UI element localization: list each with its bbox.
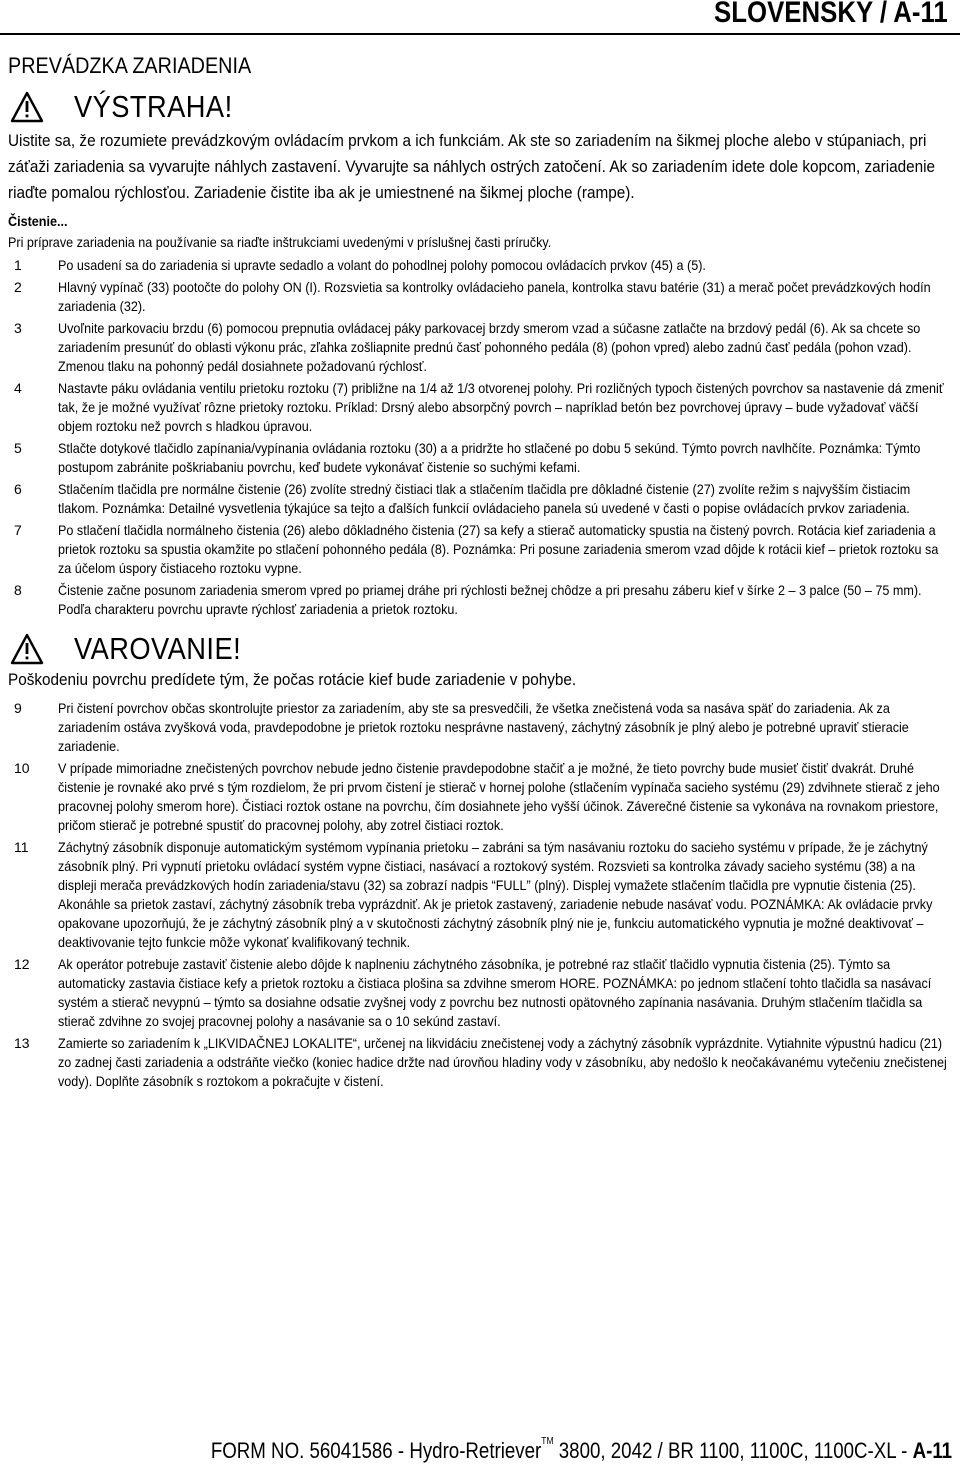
step-number: 12 xyxy=(14,956,30,972)
step-text: Ak operátor potrebuje zastaviť čistenie alebo dôjde k naplneniu záchytného zásobníka, je potrebné raz stlačiť tlačidlo vypnutia čistenia (25). Týmto sa automaticky zastavia čistiace kefy a prietok roztoku a čistiaca plošina sa zdvihne smerom HORE. POZNÁMKA: po jednom stlačení tohto tlačidla sa nasávací systém a stierač nevypnú – týmto sa dosiahne odsatie zvyšnej vody z povrchu bez nutnosti opätovného zapínania nasávania. Druhým stlačením tlačidla sa stierač zdvihne zo svojej pracovnej polohy a nasávanie sa o 10 sekúnd zastaví. xyxy=(58,956,932,1029)
warning-heading xyxy=(8,86,952,128)
caution-heading-text: VAROVANIE! xyxy=(74,631,242,666)
step-number: 11 xyxy=(14,839,29,855)
caution-body: Poškodeniu povrchu predídete tým, že počas rotácie kief bude zariadenie v pohybe. xyxy=(8,670,577,689)
step-item xyxy=(8,955,952,1031)
step-text: Pri čistení povrchov občas skontrolujte priestor za zariadením, aby ste sa presvedčili, že všetka znečistená voda sa nasáva späť do zariadenia. Ak za zariadením ostáva zvyšková voda, pravdepodobne je prietok roztoku nesprávne nastavený, záchytný zásobník je plný alebo je potrebné upraviť stieracie zariadenie. xyxy=(58,700,909,754)
step-item xyxy=(8,838,952,952)
step-number: 9 xyxy=(14,700,22,716)
step-number: 2 xyxy=(14,279,22,295)
steps-list-b xyxy=(8,699,952,1091)
cleaning-title-text: Čistenie... xyxy=(8,213,68,229)
step-item xyxy=(8,759,952,835)
step-item xyxy=(8,379,952,436)
page-header-title: SLOVENSKY / A-11 xyxy=(714,0,948,29)
caution-heading xyxy=(8,629,952,669)
steps-list-a xyxy=(8,256,952,619)
warning-heading-text: VÝSTRAHA! xyxy=(74,89,233,124)
footer-prefix: FORM NO. 56041586 - Hydro-Retriever xyxy=(210,1438,542,1463)
step-number: 13 xyxy=(14,1035,30,1051)
step-number: 6 xyxy=(14,481,22,497)
warning-body: Uistite sa, že rozumiete prevádzkovým ovládacím prvkom a ich funkciám. Ak ste so zariadením na šikmej ploche alebo v stúpaniach, pri záťaži zariadenia sa vyvarujte náhlych zastavení. Vyvarujte sa náhlych ostrých zatočení. Ak so zariadením idete dole kopcom, zariadenie riaďte pomalou rýchlosťou. Zariadenie čistite iba ak je umiestnené na šikmej ploche (rampe). xyxy=(8,131,936,202)
step-text: Stlačte dotykové tlačidlo zapínania/vypínania ovládania roztoku (30) a a pridržte ho stlačené po dobu 5 sekúnd. Týmto povrch navlhčíte. Poznámka: Týmto postupom zabránite poškriabaniu povrchu, keď budete vykonávať čistenie so suchými kefami. xyxy=(58,440,921,475)
step-item xyxy=(8,278,952,316)
step-item xyxy=(8,319,952,376)
step-item xyxy=(8,480,952,518)
trademark-mark: TM xyxy=(541,1436,554,1447)
page-content xyxy=(8,52,952,1094)
header-rule xyxy=(0,33,960,35)
step-text: Po stlačení tlačidla normálneho čistenia (26) alebo dôkladného čistenia (27) sa kefy a stierač automaticky spustia na čistený povrch. Rotácia kief zariadenia a prietok roztoku sa spustia okamžite po stlačení pohonného pedála (8). Poznámka: Pri posune zariadenia smerom vzad dôjde k rotácii kief – prietok roztoku sa za účelom úspory čistiaceho roztoku vypne. xyxy=(58,522,939,576)
step-number: 3 xyxy=(14,320,22,336)
cleaning-title xyxy=(8,212,951,231)
step-item xyxy=(8,256,952,275)
footer-suffix: 3800, 2042 / BR 1100, 1100C, 1100C-XL - xyxy=(553,1438,913,1463)
step-item xyxy=(8,521,952,578)
step-number: 8 xyxy=(14,582,22,598)
step-text: Hlavný vypínač (33) pootočte do polohy ON (I). Rozsvietia sa kontrolky ovládacieho panela, kontrolka stavu batérie (31) a merač počet prevádzkových hodín zariadenia (32). xyxy=(58,279,931,314)
step-number: 5 xyxy=(14,440,22,456)
section-title: PREVÁDZKA ZARIADENIA xyxy=(8,53,252,78)
warning-triangle-icon xyxy=(10,91,44,123)
step-text: Záchytný zásobník disponuje automatickým systémom vypínania prietoku – zabráni sa tým nasávaniu roztoku do sacieho systému v prípade, že je záchytný zásobník plný. Pri vypnutí prietoku ovládací systém vypne čistiaci, nasávací a roztokový systém. Rozsvieti sa kontrolka závady sacieho systému (38) a na displeji merača prevádzkových hodín zariadenia/stavu (32) sa zobrazí nadpis “FULL” (plný). Displej vymažete stlačením tlačidla pre vypnutie čistenia (25). Akonáhle sa prietok zastaví, záchytný zásobník treba vyprázdniť. Ak je prietok zastavený, zariadenie nebude nasávať vodu. POZNÁMKA: Ak ovládacie prvky opakovane upozorňujú, že je záchytný zásobník plný a v skutočnosti záchytný zásobník plný nie je, funkciu automatického vypnutia je možné deaktivovať – deaktivovanie tejto funkcie môže vykonať kvalifikovaný technik. xyxy=(58,839,933,950)
step-number: 4 xyxy=(14,380,22,396)
step-number: 7 xyxy=(14,522,22,538)
step-item xyxy=(8,581,952,619)
page-footer xyxy=(211,1438,952,1464)
step-item xyxy=(8,1034,952,1091)
step-text: Uvoľnite parkovaciu brzdu (6) pomocou prepnutia ovládacej páky parkovacej brzdy smerom vzad a súčasne zatlačte na brzdový pedál (6). Ak sa chcete so zariadením presunúť do oblasti výkonu prác, zľahka zošliapnite prednú časť pohonného pedála (8) (pohon vpred) alebo zadnú časť pedála (pohon vzad). Zmenou tlaku na pohonný pedál dosiahnete požadovanú rýchlosť. xyxy=(58,320,921,374)
step-text: Čistenie začne posunom zariadenia smerom vpred po priamej dráhe pri rýchlosti bežnej chôdze a pri presahu záberu kief v šírke 2 – 3 palce (50 – 75 mm). Podľa charakteru povrchu upravte rýchlosť zariadenia a prietok roztoku. xyxy=(58,582,922,617)
caution-triangle-icon xyxy=(10,633,44,665)
step-text: Nastavte páku ovládania ventilu prietoku roztoku (7) približne na 1/4 až 1/3 otvorenej polohy. Pri rozličných typoch čistených povrchov sa nastavenie dá zmeniť tak, že je možné využívať rôzne prietoky roztoku. Príklad: Drsný alebo absorpčný povrch – napríklad betón bez povrchovej úpravy – bude vyžadovať väčší objem roztoku než povrch s hladkou úpravou. xyxy=(58,380,944,434)
step-item xyxy=(8,699,952,756)
step-item xyxy=(8,439,952,477)
step-text: Po usadení sa do zariadenia si upravte sedadlo a volant do pohodlnej polohy pomocou ovládacích prvkov (45) a (5). xyxy=(58,257,706,273)
step-text: V prípade mimoriadne znečistených povrchov nebude jedno čistenie pravdepodobne stačiť a je možné, že tieto povrchy bude musieť čistiť dvakrát. Druhé čistenie je rovnaké ako prvé s tým rozdielom, že pri prvom čistení je stierač v hornej polohe (stlačením vypínača sacieho systému (29) zdvihnete stierač z jeho pracovnej polohy smerom hore). Čistiaci roztok ostane na povrchu, čím dosiahnete jeho vyšší účinok. Záverečné čistenie sa vykonáva na rovnakom priestore, pričom stierač je potrebné spustiť do pracovnej polohy, aby zotrel čistiaci roztok. xyxy=(58,760,940,833)
step-text: Zamierte so zariadením k „LIKVIDAČNEJ LOKALITE“, určenej na likvidáciu znečistenej vody a záchytný zásobník vyprázdnite. Vytiahnite výpustnú hadicu (21) zo zadnej časti zariadenia a odstráňte viečko (koniec hadice držte nad úrovňou hladiny vody v zásobníku, aby nedošlo k neočakávanému vytečeniu znečistenej vody). Doplňte zásobník s roztokom a pokračujte v čistení. xyxy=(58,1035,947,1089)
step-number: 1 xyxy=(14,257,22,273)
step-number: 10 xyxy=(14,760,30,776)
footer-page-number: A-11 xyxy=(912,1438,952,1463)
step-text: Stlačením tlačidla pre normálne čistenie (26) zvolíte stredný čistiaci tlak a stlačením tlačidla pre dôkladné čistenie (27) zvolíte režim s najvyšším čistiacim tlakom. Poznámka: Detailné vysvetlenia týkajúce sa tejto a ďalších funkcií ovládacieho panela sú uvedené v časti o popise ovládacích prvkov zariadenia. xyxy=(58,481,911,516)
cleaning-intro: Pri príprave zariadenia na používanie sa riaďte inštrukciami uvedenými v príslušnej časti príručky. xyxy=(8,234,552,250)
